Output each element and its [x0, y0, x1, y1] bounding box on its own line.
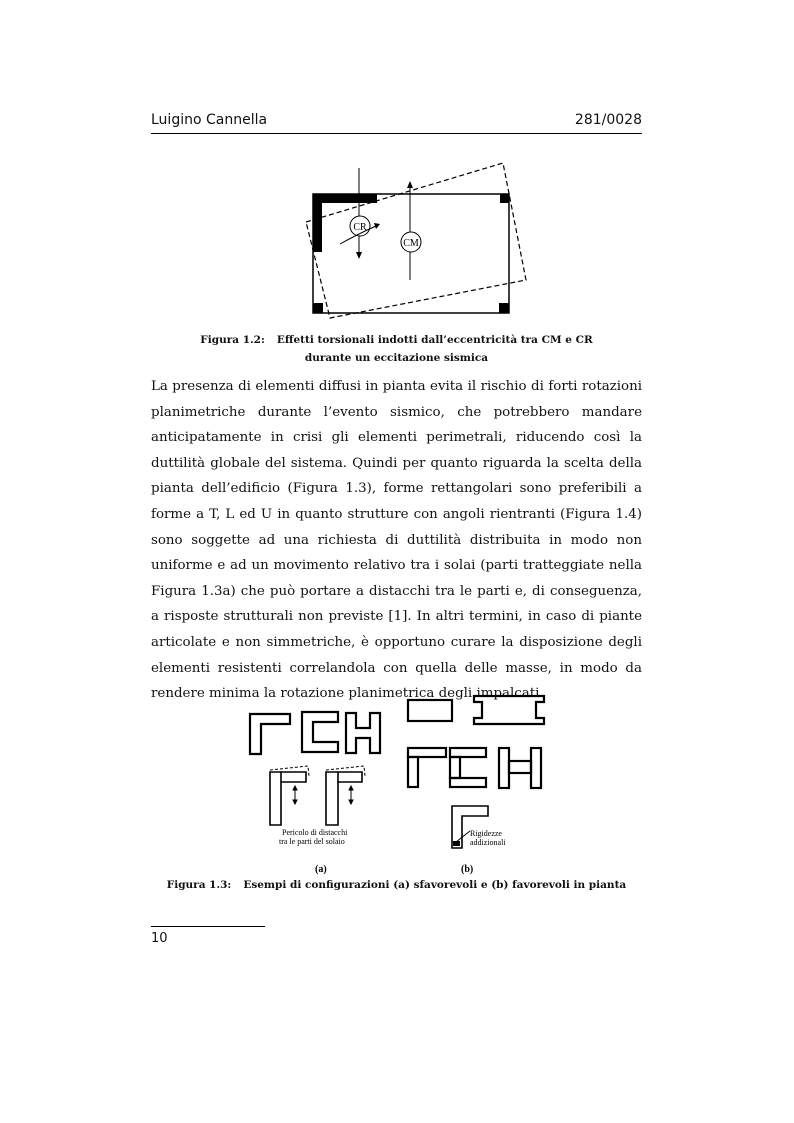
figure-1-3-caption-text: Esempi di configurazioni (a) sfavorevoli e (b) favorevoli in pianta	[243, 879, 627, 891]
shape-l-1	[270, 772, 306, 825]
figure-1-2	[300, 160, 540, 324]
header-rule	[151, 133, 642, 134]
figure-1-2-caption-line2: durante un eccitazione sismica	[304, 352, 489, 364]
header-code: 281/0028	[574, 112, 642, 128]
figure-1-3-label: Figura 1.3:	[166, 879, 232, 891]
column-top-right	[500, 194, 509, 203]
shape-i	[474, 696, 544, 724]
cr-label: CR	[353, 222, 367, 233]
shape-gamma	[250, 714, 290, 754]
figure-1-2-label: Figura 1.2:	[200, 334, 265, 346]
note-b-line2: addizionali	[470, 838, 506, 847]
column-bottom-right	[499, 303, 509, 313]
figure-1-3	[238, 690, 558, 879]
header-author: Luigino Cannella	[151, 112, 268, 128]
figure-1-2-caption-line1: Effetti torsionali indotti dall’eccentricità tra CM e CR	[276, 334, 593, 346]
shape-c	[302, 712, 338, 752]
figure-1-3-caption	[151, 879, 642, 891]
footer-rule	[151, 926, 265, 927]
panel-a-label: (a)	[315, 864, 327, 875]
shape-h	[346, 713, 380, 753]
body-paragraph: La presenza di elementi diffusi in pianta evita il rischio di forti rotazioni planimetriche durante l’evento sismico, che potrebbero mandare anticipatamente in crisi gli elementi perimetrali, riducendo così la duttilità globale del sistema. Quindi per quanto riguarda la scelta della pianta dell’edificio (Figura 1.3), forme rettangolari sono preferibili a forme a T, L ed U in quanto strutture con angoli rientranti (Figura 1.4) sono soggette ad una richiesta di duttilità distribuita in modo non uniforme e ad un movimento relativo tra i solai (parti tratteggiate nella Figura 1.3a) che può portare a distacchi tra le parti e, di conseguenza, a risposte strutturali non previste [1]. In altri termini, in caso di piante articolate e non simmetriche, è opportuno curare la disposizione degli elementi resistenti correlandola con quella delle masse, in modo da rendere minima la rotazione planimetrica degli impalcati.	[151, 379, 642, 702]
column-bottom-left	[313, 303, 323, 313]
shape-rect	[408, 700, 452, 721]
page-number: 10	[151, 931, 168, 946]
note-a-line1: Pericolo di distacchi	[282, 828, 348, 837]
note-b-line1: Rigidezze	[470, 829, 502, 838]
plan-outline	[313, 194, 509, 313]
note-a-line2: tra le parti del solaio	[279, 837, 345, 846]
panel-b-label: (b)	[461, 864, 474, 875]
cm-label: CM	[403, 238, 419, 249]
figure-1-2-caption	[151, 331, 642, 367]
shape-l-2	[326, 772, 362, 825]
